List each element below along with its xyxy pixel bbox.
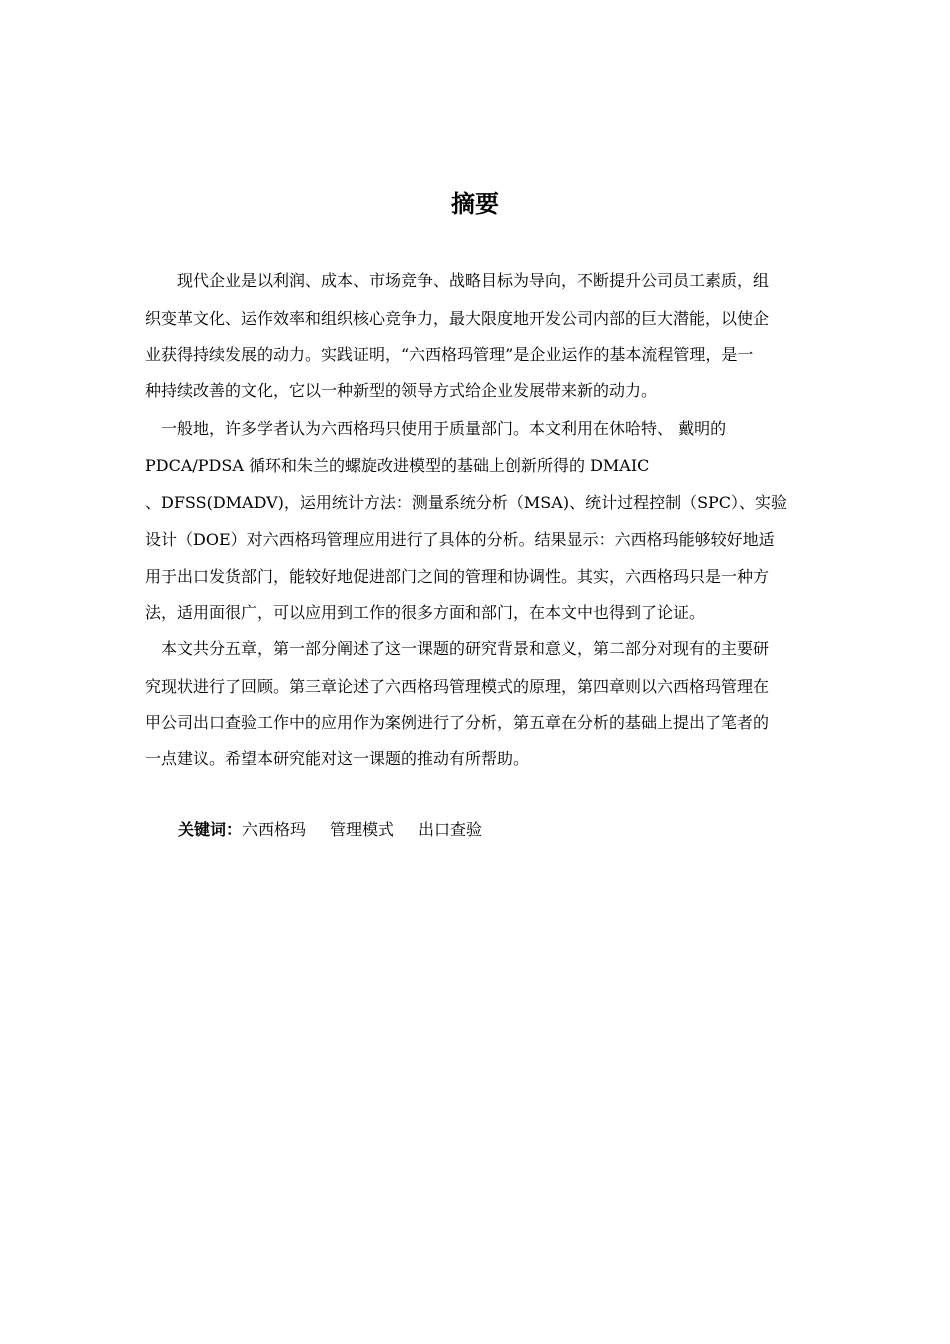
keyword-item: 六西格玛: [242, 820, 307, 839]
text-line: 现代企业是以利润、成本、市场竞争、战略目标为导向，不断提升公司员工素质，组: [177, 271, 770, 290]
page-title: 摘要: [451, 190, 499, 218]
keyword-item: 管理模式: [330, 820, 395, 839]
text-line: 甲公司出口查验工作中的应用作为案例进行了分析，第五章在分析的基础上提出了笔者的: [145, 713, 770, 732]
text-line: 设计（DOE）对六西格玛管理应用进行了具体的分析。结果显示：六西格玛能够较好地适: [145, 530, 775, 549]
text-line: PDCA/PDSA 循环和朱兰的螺旋改进模型的基础上创新所得的 DMAIC: [145, 456, 650, 475]
text-line: 织变革文化、运作效率和组织核心竞争力，最大限度地开发公司内部的巨大潜能，以使企: [145, 309, 770, 328]
keyword-item: 出口查验: [418, 820, 483, 839]
text-line: 本文共分五章，第一部分阐述了这一课题的研究背景和意义，第二部分对现有的主要研: [161, 639, 770, 658]
text-line: 法，适用面很广，可以应用到工作的很多方面和部门，在本文中也得到了论证。: [145, 603, 706, 622]
text-line: 一般地，许多学者认为六西格玛只使用于质量部门。本文利用在休哈特、 戴明的: [161, 419, 727, 438]
text-line: 用于出口发货部门，能较好地促进部门之间的管理和协调性。其实，六西格玛只是一种方: [145, 567, 770, 586]
keywords: [178, 819, 506, 841]
text-line: 究现状进行了回顾。第三章论述了六西格玛管理模式的原理，第四章则以六西格玛管理在: [145, 677, 770, 696]
text-line: 一点建议。希望本研究能对这一课题的推动有所帮助。: [145, 749, 530, 768]
text-line: 业获得持续发展的动力。实践证明，“六西格玛管理”是企业运作的基本流程管理，是一: [145, 345, 754, 364]
text-line: 种持续改善的文化，它以一种新型的领导方式给企业发展带来新的动力。: [145, 381, 658, 400]
keywords-label: 关键词：: [178, 820, 243, 839]
text-line: 、DFSS(DMADV)，运用统计方法：测量系统分析（MSA)、统计过程控制（SPC）、实验: [145, 493, 788, 512]
